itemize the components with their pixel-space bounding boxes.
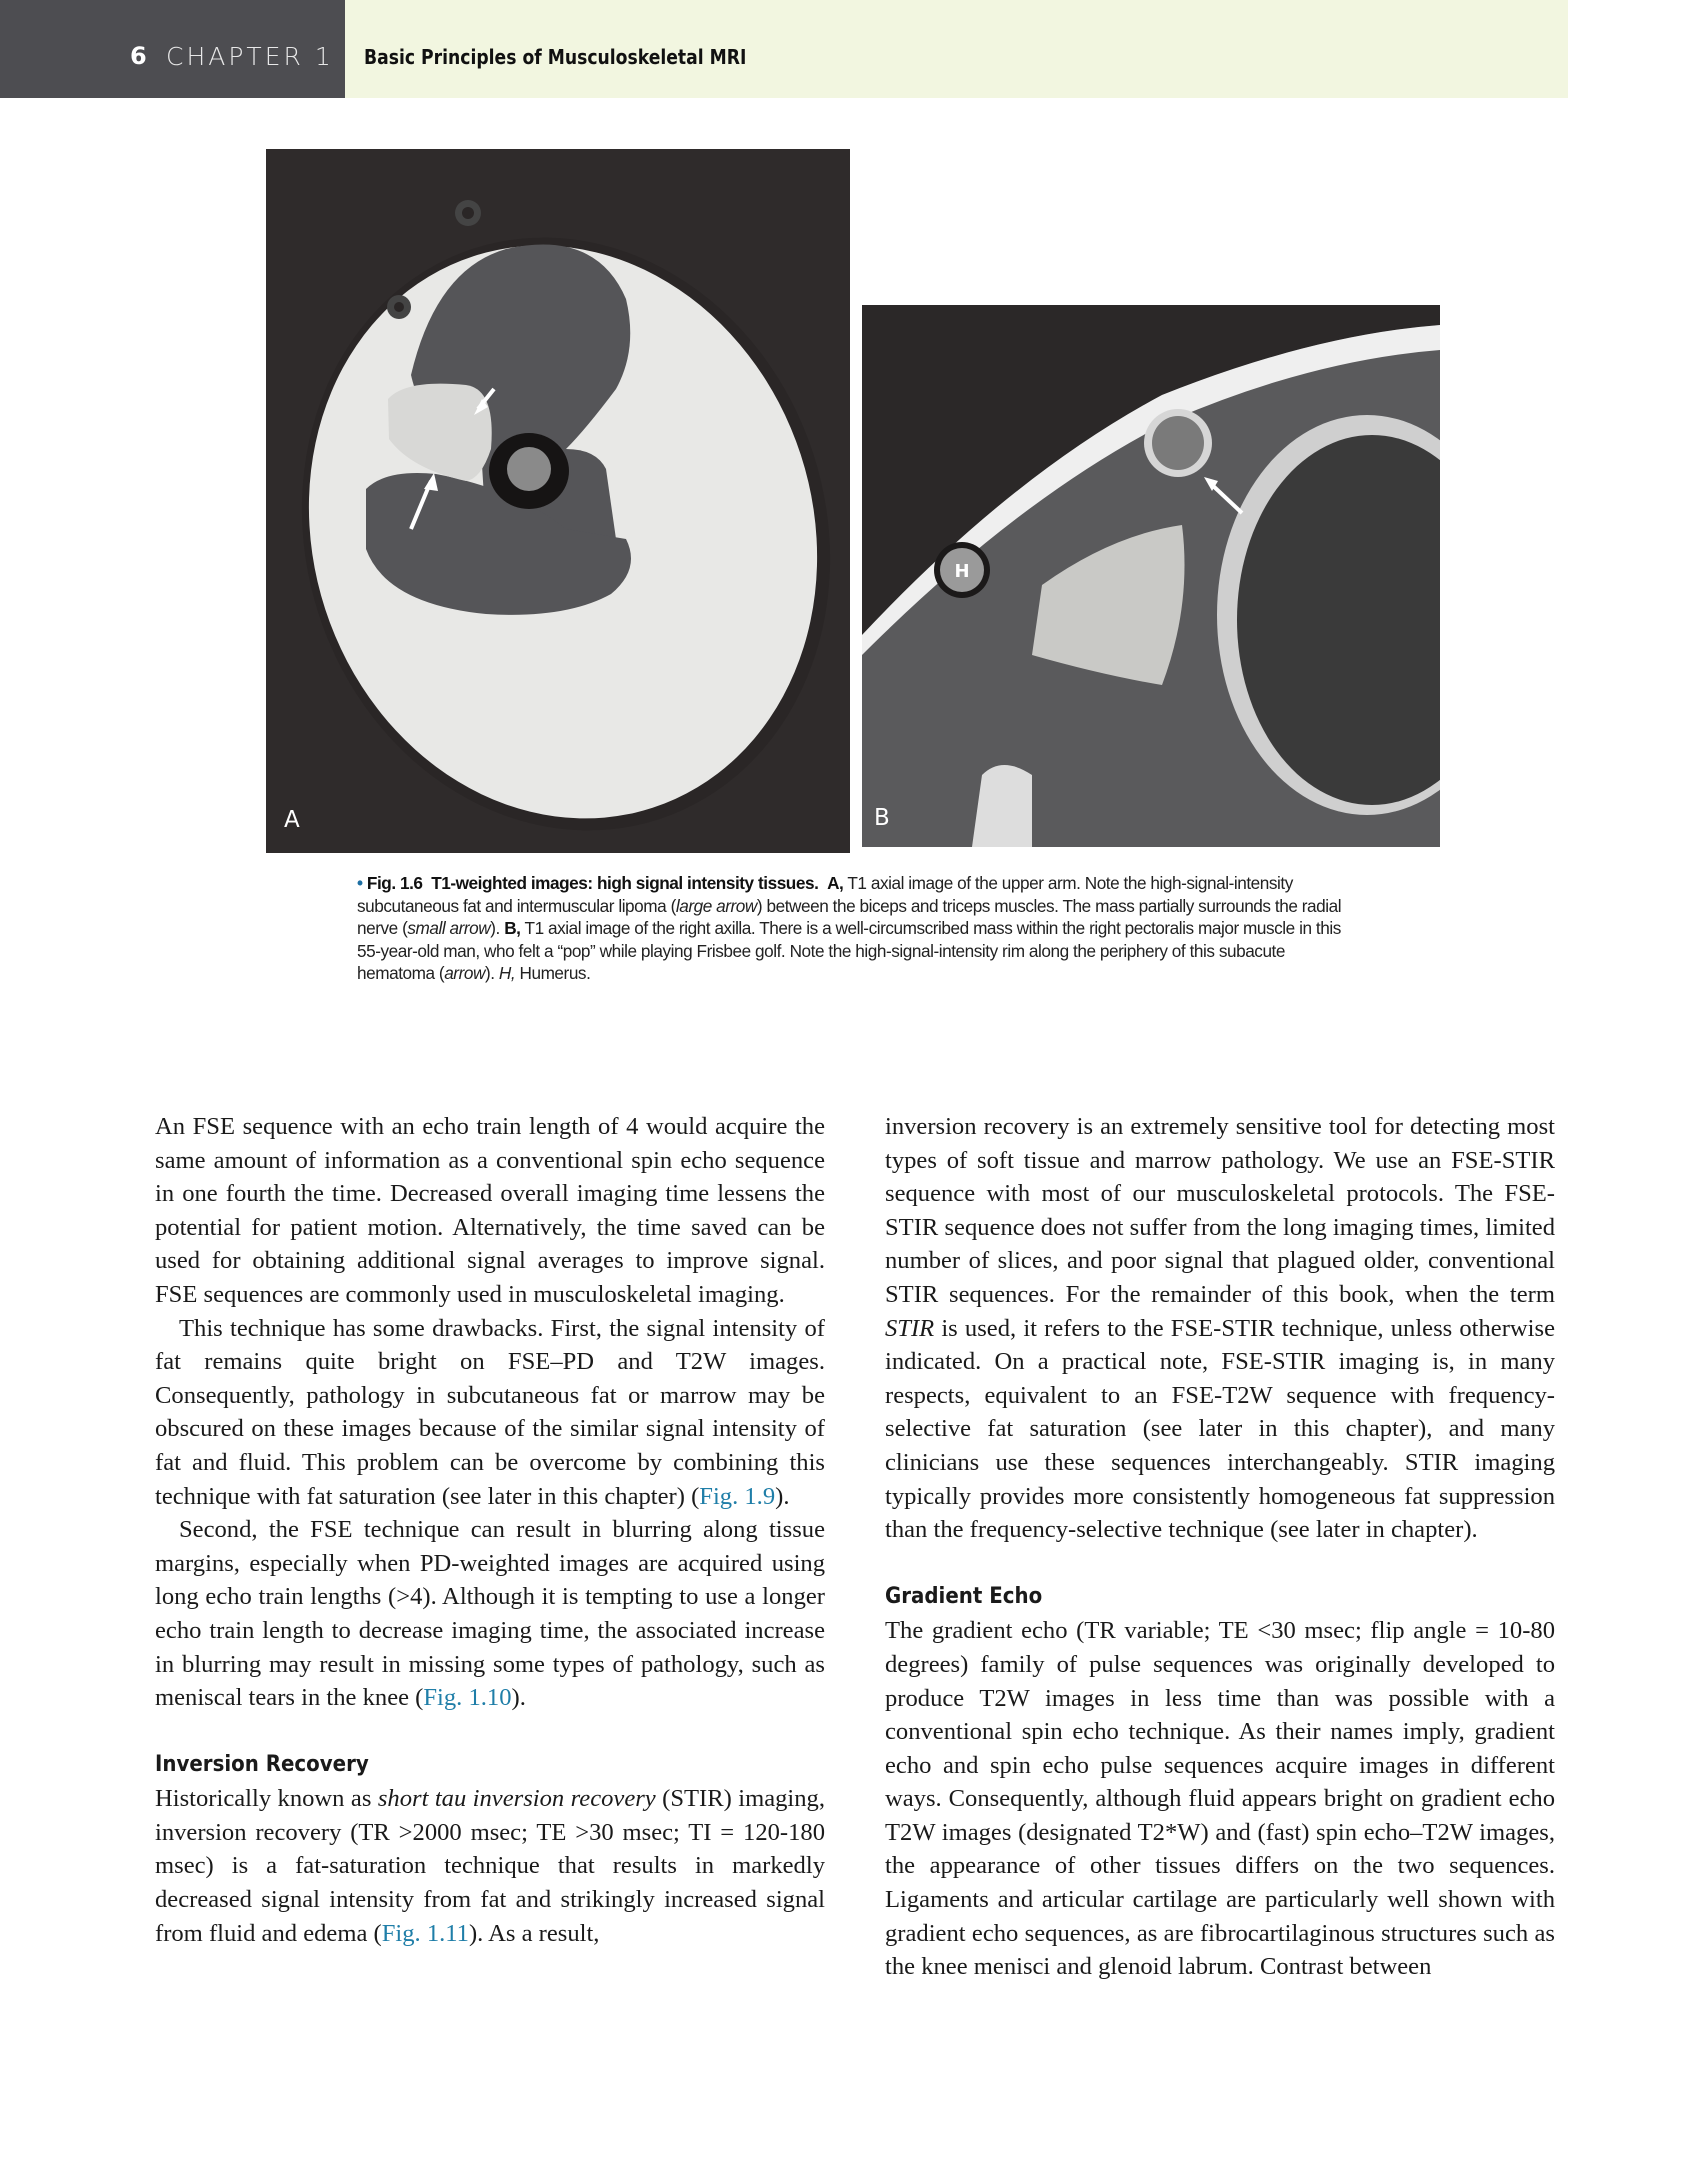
- body-column-left: [155, 1110, 825, 1950]
- panel-label-a: A: [284, 807, 300, 833]
- panel-label-b: B: [874, 805, 890, 831]
- caption-text: ).: [484, 963, 499, 984]
- figure-panel-b: [862, 305, 1440, 847]
- running-header-title-band: [345, 0, 1568, 98]
- caption-fig-number: Fig. 1.6: [366, 873, 423, 893]
- body-column-right: [885, 1110, 1555, 1984]
- chapter-label: CHAPTER 1: [166, 42, 334, 71]
- caption-fig-title: T1-weighted images: high signal intensity tissues.: [431, 873, 819, 893]
- figure-panel-a: [266, 149, 850, 853]
- mri-axilla-image: [862, 305, 1440, 847]
- caption-text: T1 axial image of the right axilla. There is a well-circumscribed mass within the right pectoralis major muscle in this 55-year-old man, who felt a “pop” while playing Frisbee golf. Note the high-signal-intensity rim along the periphery of this subacute hematoma (: [357, 918, 1341, 984]
- caption-bullet: •: [357, 873, 363, 893]
- paragraph: The gradient echo (TR variable; TE <30 msec; flip angle = 10-80 degrees) family of pulse sequences was originally developed to produce T2W images in less time than was possible with a conventional spin echo technique. As their names imply, gradient echo and spin echo pulse sequences acquire images in different ways. Consequently, although fluid appears bright on gradient echo T2W images (designated T2*W) and (fast) spin echo–T2W images, the appearance of other tissues differs on the two sequences. Ligaments and articular cartilage are particularly well shown with gradient echo sequences, as are fibrocartilaginous structures such as the knee menisci and glenoid labrum. Contrast between: [885, 1617, 1555, 1981]
- caption-text: Humerus.: [515, 963, 591, 984]
- caption-part-a-label: A,: [827, 873, 844, 893]
- figure-link-1-11[interactable]: Fig. 1.11: [381, 1919, 469, 1947]
- humerus-label: H: [954, 561, 970, 582]
- figure-link-1-10[interactable]: Fig. 1.10: [423, 1684, 512, 1712]
- figure-caption: [357, 872, 1357, 985]
- page-number: 6: [130, 42, 147, 70]
- section-heading-inversion-recovery: Inversion Recovery: [155, 1752, 369, 1778]
- paragraph: This technique has some drawbacks. First, the signal intensity of fat remains quite bright on FSE–PD and T2W images. Consequently, pathology in subcutaneous fat or marrow may be obscured on these images because of the similar signal intensity of fat and fluid. This problem can be overcome by combining this technique with fat saturation (see later in this chapter) (Fig. 1.9).: [155, 1314, 825, 1510]
- caption-text: T1 axial image of the upper arm. Note the high-signal-intensity subcutaneous fat and intermuscular lipoma (: [357, 873, 1293, 916]
- caption-text: ).: [490, 918, 505, 939]
- caption-italic: arrow: [444, 963, 485, 984]
- running-title: Basic Principles of Musculoskeletal MRI: [364, 45, 747, 69]
- caption-text: ) between the biceps and triceps muscles. The mass partially surrounds the radial nerve (: [357, 895, 1342, 939]
- section-heading-gradient-echo: Gradient Echo: [885, 1584, 1043, 1610]
- paragraph: Historically known as short tau inversion recovery (STIR) imaging, inversion recovery (TR >2000 msec; TE >30 msec; TI = 120-180 msec) is a fat-saturation technique that results in markedly decreased signal intensity from fat and strikingly increased signal from fluid and edema (Fig. 1.11). As a result,: [155, 1785, 826, 1947]
- caption-italic: small arrow: [407, 918, 491, 939]
- paragraph: Second, the FSE technique can result in blurring along tissue margins, especially when PD-weighted images are acquired using long echo train lengths (>4). Although it is tempting to use a longer echo train length to decrease imaging time, the associated increase in blurring may result in missing some types of pathology, such as meniscal tears in the knee (Fig. 1.10).: [155, 1516, 825, 1712]
- running-header-chapter-band: [0, 0, 345, 98]
- paragraph: inversion recovery is an extremely sensitive tool for detecting most types of soft tissue and marrow pathology. We use an FSE-STIR sequence with most of our musculoskeletal protocols. The FSE-STIR sequence does not suffer from the long imaging times, limited number of slices, and poor signal that plagued older, conventional STIR sequences. For the remainder of this book, when the term STIR is used, it refers to the FSE-STIR technique, unless otherwise indicated. On a practical note, FSE-STIR imaging is, in many respects, equivalent to an FSE-T2W sequence with frequency-selective fat saturation (see later in this chapter), and many clinicians use these sequences interchangeably. STIR imaging typically provides more consistently homogeneous fat suppression than the frequency-selective technique (see later in chapter).: [885, 1113, 1555, 1544]
- figure-link-1-9[interactable]: Fig. 1.9: [699, 1482, 776, 1510]
- paragraph: An FSE sequence with an echo train length of 4 would acquire the same amount of information as a conventional spin echo sequence in one fourth the time. Decreased overall imaging time lessens the potential for patient motion. Alternatively, the time saved can be used for obtaining additional signal averages to improve signal. FSE sequences are commonly used in musculoskeletal imaging.: [155, 1113, 825, 1308]
- caption-italic: H,: [498, 963, 516, 984]
- caption-part-b-label: B,: [504, 918, 521, 939]
- caption-italic: large arrow: [675, 895, 757, 916]
- mri-upper-arm-image: [266, 149, 850, 853]
